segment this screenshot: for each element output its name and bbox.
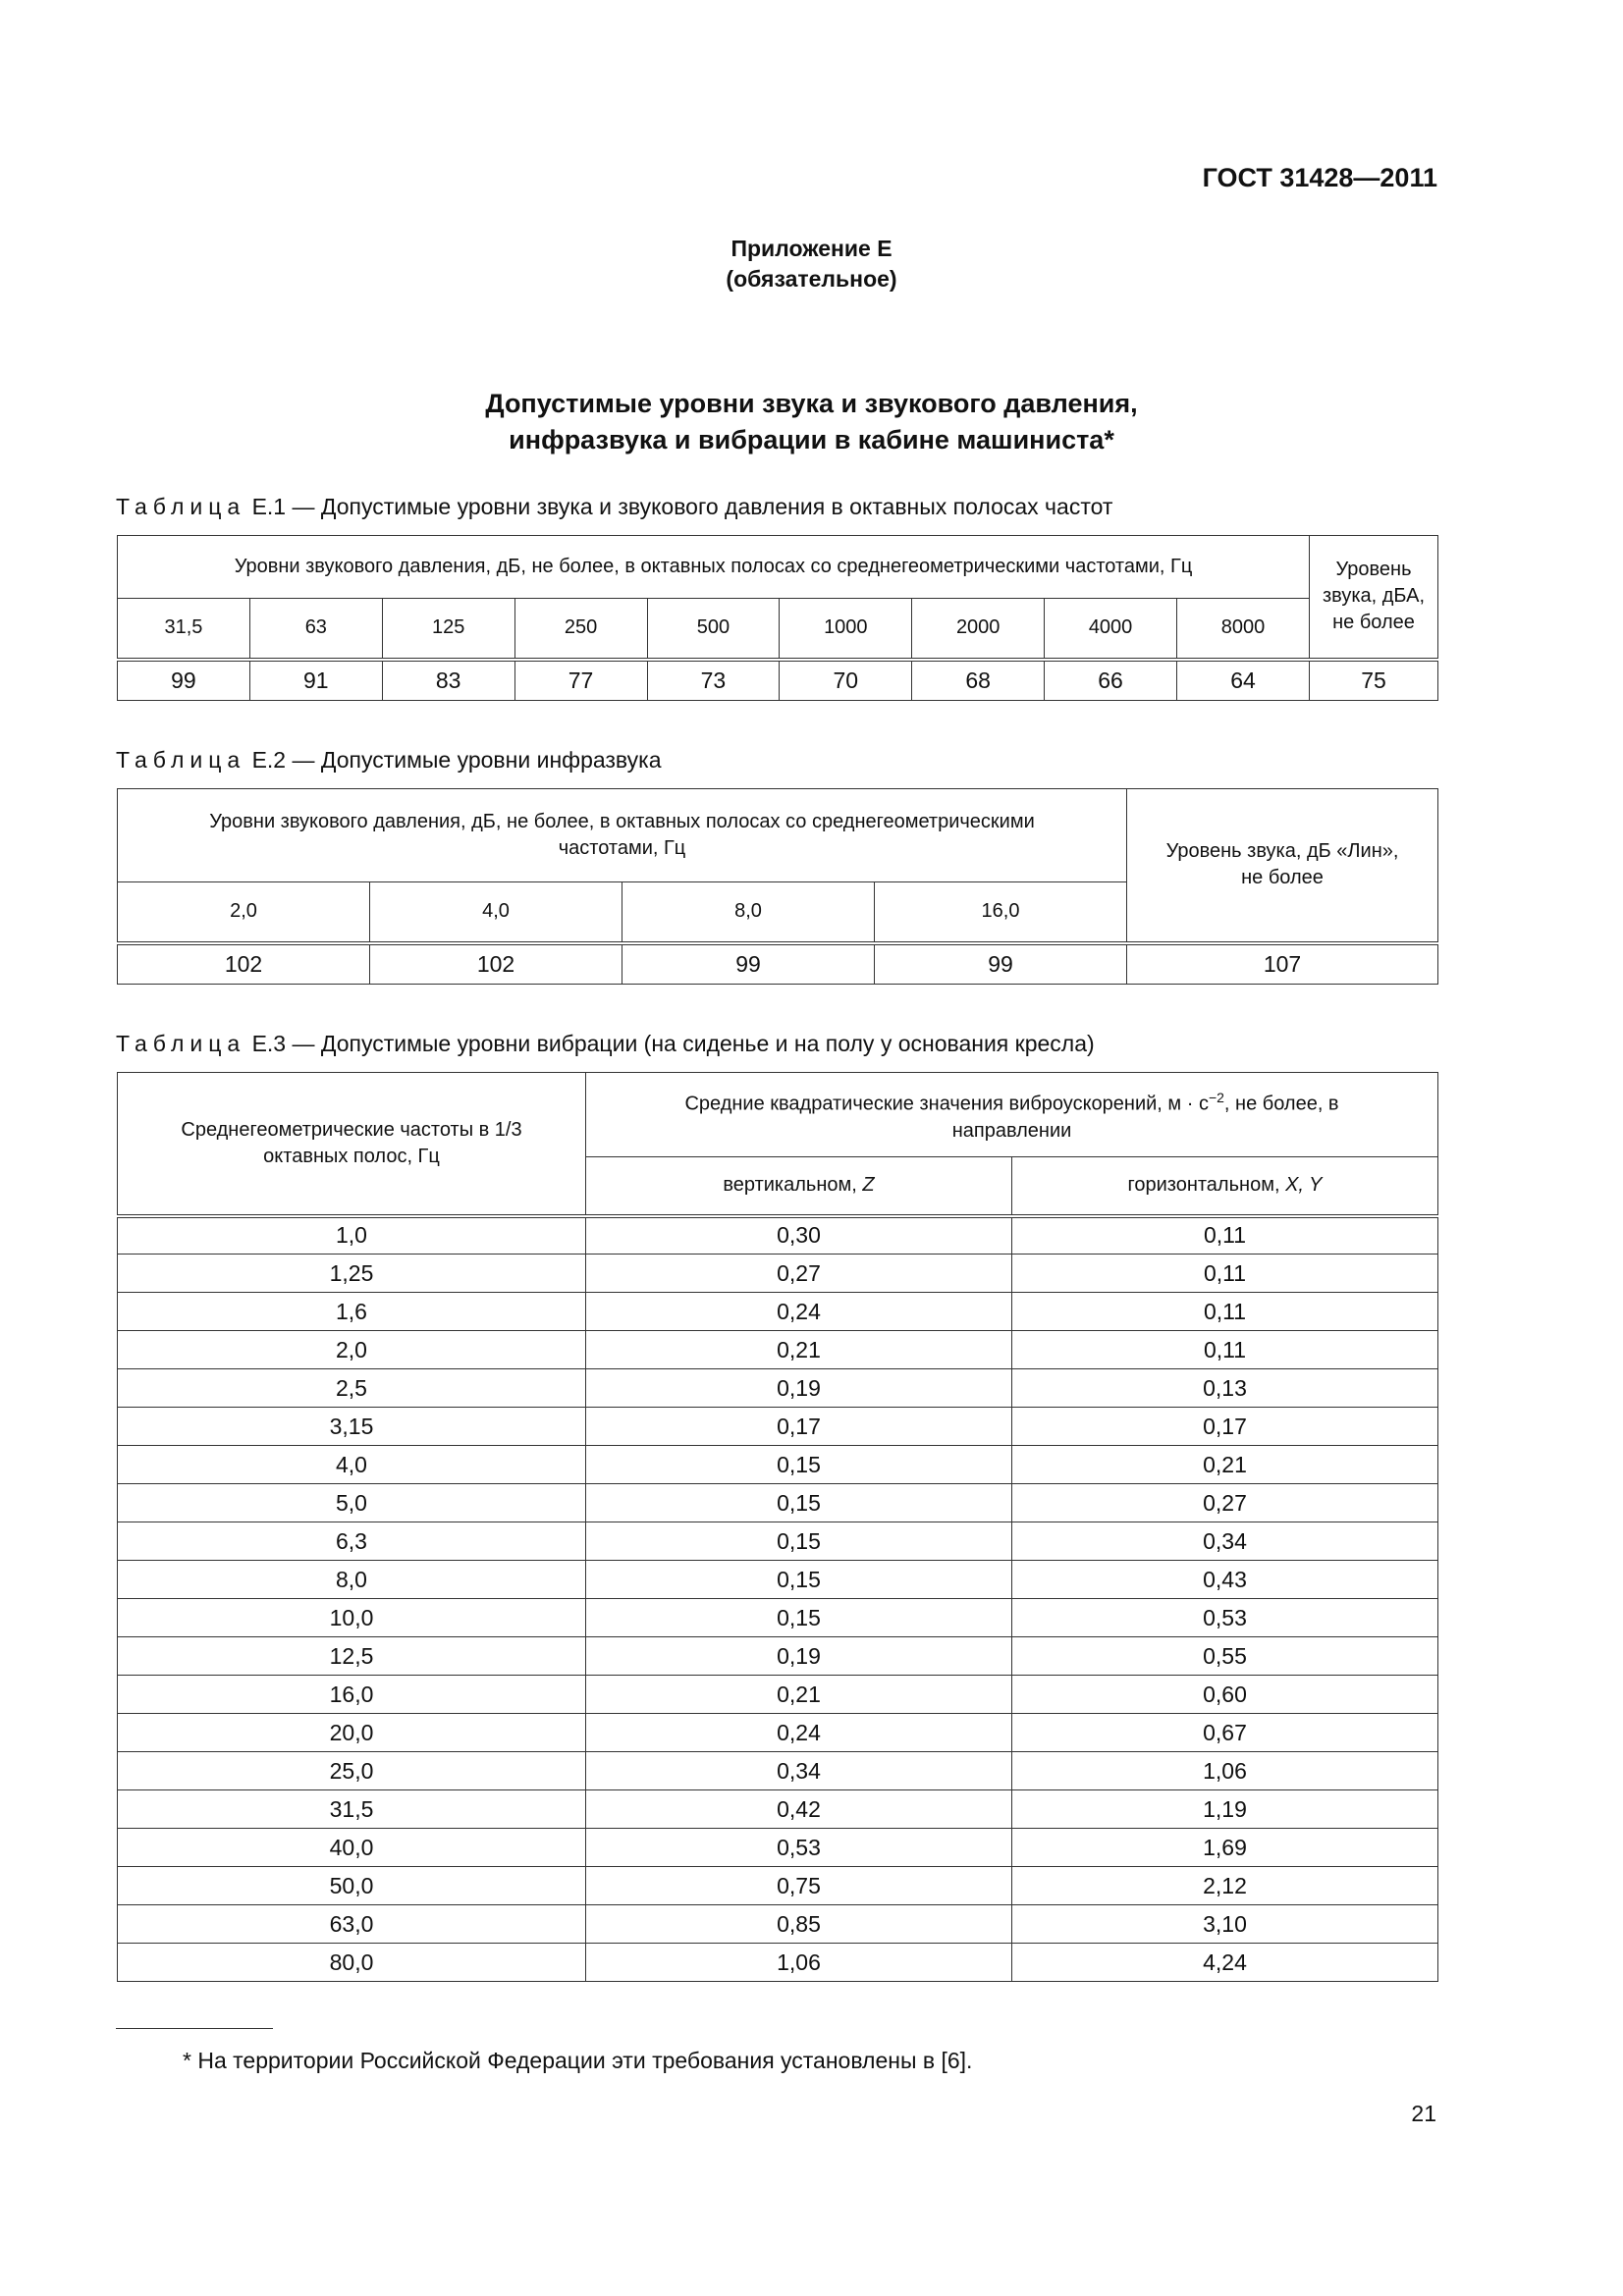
- footnote-separator: [116, 2028, 273, 2029]
- appendix-status: (обязательное): [726, 266, 897, 292]
- table3-frequency-cell: 1,25: [118, 1255, 586, 1293]
- table3-horizontal-cell: 0,34: [1012, 1522, 1438, 1561]
- table3-horizontal-cell: 0,60: [1012, 1676, 1438, 1714]
- table2-value-4: 99: [875, 943, 1127, 985]
- table3-frequency-cell: 20,0: [118, 1714, 586, 1752]
- table1-value-7: 68: [912, 660, 1045, 701]
- table3-frequency-cell: 80,0: [118, 1944, 586, 1982]
- table3-horizontal-cell: 1,19: [1012, 1790, 1438, 1829]
- table-row: [118, 1790, 1438, 1829]
- table3-frequency-header: Среднегеометрические частоты в 1/3 октавных полос, Гц: [118, 1073, 586, 1216]
- table3-caption: [116, 1031, 1095, 1057]
- table3-vertical-cell: 0,42: [586, 1790, 1012, 1829]
- table-row: [118, 1676, 1438, 1714]
- table1-value-1: 99: [118, 660, 250, 701]
- table3-vertical-cell: 0,75: [586, 1867, 1012, 1905]
- table3-group-header-pre: Средние квадратические значения виброускорений, м · с: [684, 1093, 1209, 1115]
- table1-value-10: 75: [1310, 660, 1438, 701]
- table1-value-5: 73: [647, 660, 780, 701]
- table-row: [118, 1714, 1438, 1752]
- table1-frequency-2: 63: [249, 599, 382, 660]
- table1-frequency-7: 2000: [912, 599, 1045, 660]
- table3-vertical-cell: 0,15: [586, 1561, 1012, 1599]
- table3-horizontal-cell: 0,67: [1012, 1714, 1438, 1752]
- table3-vertical-cell: 0,53: [586, 1829, 1012, 1867]
- table-row: [118, 1867, 1438, 1905]
- table3-vertical-cell: 0,34: [586, 1752, 1012, 1790]
- table3-frequency-cell: 12,5: [118, 1637, 586, 1676]
- appendix-title: Приложение Е: [730, 236, 893, 261]
- table3-vertical-cell: 0,24: [586, 1293, 1012, 1331]
- table3-horizontal-cell: 1,06: [1012, 1752, 1438, 1790]
- table1-frequency-9: 8000: [1177, 599, 1310, 660]
- table3-vertical-cell: 0,85: [586, 1905, 1012, 1944]
- appendix-heading: [0, 234, 1623, 294]
- table3-horizontal-cell: 0,11: [1012, 1331, 1438, 1369]
- table1-value-9: 64: [1177, 660, 1310, 701]
- table3-vertical-cell: 0,17: [586, 1408, 1012, 1446]
- table-row: [118, 1522, 1438, 1561]
- table3-vertical-cell: 0,21: [586, 1331, 1012, 1369]
- table2-value-3: 99: [622, 943, 875, 985]
- document-id: ГОСТ 31428—2011: [1202, 163, 1437, 192]
- table3-frequency-cell: 1,6: [118, 1293, 586, 1331]
- table3-vertical-header: [586, 1157, 1012, 1216]
- table1-value-4: 77: [514, 660, 647, 701]
- table-row: [118, 1905, 1438, 1944]
- table3-horizontal-cell: 0,55: [1012, 1637, 1438, 1676]
- table3-frequency-cell: 4,0: [118, 1446, 586, 1484]
- table1-frequency-1: 31,5: [118, 599, 250, 660]
- table-row: [118, 1293, 1438, 1331]
- table1-frequency-8: 4000: [1045, 599, 1177, 660]
- table3-frequency-cell: 3,15: [118, 1408, 586, 1446]
- table1-group-header: Уровни звукового давления, дБ, не более, в октавных полосах со среднегеометрическими частотами, Гц: [118, 536, 1310, 599]
- table3-vertical-cell: 0,15: [586, 1599, 1012, 1637]
- page-number: 21: [1411, 2101, 1436, 2126]
- table2-caption-text: Е.2 — Допустимые уровни инфразвука: [251, 747, 662, 773]
- table3-vertical-axis: Z: [862, 1174, 875, 1197]
- table2-caption-label: Таблица: [116, 747, 246, 773]
- table3-group-header-post: , не более, в направлении: [951, 1093, 1339, 1142]
- table-row: [118, 1484, 1438, 1522]
- table3-frequency-cell: 40,0: [118, 1829, 586, 1867]
- table3-horizontal-cell: 1,69: [1012, 1829, 1438, 1867]
- table3-horizontal-label: горизонтальном,: [1127, 1174, 1280, 1197]
- table3-horizontal-cell: 0,13: [1012, 1369, 1438, 1408]
- table-row: [118, 1369, 1438, 1408]
- table3-horizontal-cell: 3,10: [1012, 1905, 1438, 1944]
- table-row: [118, 1752, 1438, 1790]
- table1-value-8: 66: [1045, 660, 1177, 701]
- table1-value-2: 91: [249, 660, 382, 701]
- table1-frequency-5: 500: [647, 599, 780, 660]
- table3-vertical-cell: 0,24: [586, 1714, 1012, 1752]
- table1-value-6: 70: [780, 660, 912, 701]
- table3-frequency-cell: 6,3: [118, 1522, 586, 1561]
- table-row: [118, 1255, 1438, 1293]
- table-row: [118, 1216, 1438, 1255]
- table1-side-header: Уровень звука, дБА, не более: [1310, 536, 1438, 660]
- table2-caption: [116, 747, 662, 774]
- footnote: * На территории Российской Федерации эти требования установлены в [6].: [183, 2048, 973, 2073]
- table2-frequency-4: 16,0: [875, 882, 1127, 943]
- table2-frequency-2: 4,0: [370, 882, 622, 943]
- table2-value-5: 107: [1127, 943, 1438, 985]
- table-row: [118, 1446, 1438, 1484]
- table1-caption: [116, 494, 1112, 520]
- table3-horizontal-cell: 4,24: [1012, 1944, 1438, 1982]
- table3-vertical-label: вертикальном,: [723, 1174, 857, 1197]
- table3-caption-text: Е.3 — Допустимые уровни вибрации (на сиденье и на полу у основания кресла): [251, 1031, 1095, 1056]
- table2-side-header: Уровень звука, дБ «Лин», не более: [1127, 789, 1438, 943]
- table3-frequency-cell: 63,0: [118, 1905, 586, 1944]
- table1-caption-text: Е.1 — Допустимые уровни звука и звукового давления в октавных полосах частот: [251, 494, 1113, 519]
- table3-vertical-cell: 1,06: [586, 1944, 1012, 1982]
- table3-horizontal-cell: 0,53: [1012, 1599, 1438, 1637]
- table-row: [118, 1331, 1438, 1369]
- table3-horizontal-cell: 0,11: [1012, 1255, 1438, 1293]
- table3: [117, 1072, 1438, 1982]
- table-row: [118, 1408, 1438, 1446]
- table2-frequency-3: 8,0: [622, 882, 875, 943]
- table2-value-1: 102: [118, 943, 370, 985]
- table1-caption-label: Таблица: [116, 494, 246, 519]
- table3-horizontal-header: [1012, 1157, 1438, 1216]
- table3-vertical-cell: 0,15: [586, 1522, 1012, 1561]
- table1-frequency-4: 250: [514, 599, 647, 660]
- table3-vertical-cell: 0,30: [586, 1216, 1012, 1255]
- table3-horizontal-cell: 0,27: [1012, 1484, 1438, 1522]
- table1-frequency-6: 1000: [780, 599, 912, 660]
- table1-frequency-3: 125: [382, 599, 514, 660]
- table-row: [118, 1637, 1438, 1676]
- table-row: [118, 1599, 1438, 1637]
- table3-frequency-cell: 31,5: [118, 1790, 586, 1829]
- table3-horizontal-cell: 0,11: [1012, 1216, 1438, 1255]
- section-title: [0, 386, 1623, 458]
- table3-group-header: [586, 1073, 1438, 1157]
- table3-horizontal-cell: 2,12: [1012, 1867, 1438, 1905]
- table3-frequency-cell: 50,0: [118, 1867, 586, 1905]
- table3-frequency-cell: 16,0: [118, 1676, 586, 1714]
- table3-horizontal-cell: 0,21: [1012, 1446, 1438, 1484]
- table3-frequency-cell: 1,0: [118, 1216, 586, 1255]
- table3-horizontal-cell: 0,17: [1012, 1408, 1438, 1446]
- table3-horizontal-cell: 0,43: [1012, 1561, 1438, 1599]
- table-row: [118, 1829, 1438, 1867]
- table3-frequency-cell: 8,0: [118, 1561, 586, 1599]
- table3-frequency-cell: 10,0: [118, 1599, 586, 1637]
- table2: [117, 788, 1438, 985]
- section-title-line-1: Допустимые уровни звука и звукового давления,: [485, 389, 1138, 418]
- table3-frequency-cell: 2,5: [118, 1369, 586, 1408]
- table3-vertical-cell: 0,19: [586, 1637, 1012, 1676]
- table1: [117, 535, 1438, 701]
- table-row: [118, 1561, 1438, 1599]
- section-title-line-2: инфразвука и вибрации в кабине машиниста*: [509, 425, 1114, 454]
- table3-frequency-cell: 2,0: [118, 1331, 586, 1369]
- table3-vertical-cell: 0,19: [586, 1369, 1012, 1408]
- table3-horizontal-cell: 0,11: [1012, 1293, 1438, 1331]
- table3-caption-label: Таблица: [116, 1031, 246, 1056]
- table1-value-3: 83: [382, 660, 514, 701]
- table3-vertical-cell: 0,15: [586, 1446, 1012, 1484]
- table3-vertical-cell: 0,27: [586, 1255, 1012, 1293]
- table3-vertical-cell: 0,15: [586, 1484, 1012, 1522]
- table2-frequency-1: 2,0: [118, 882, 370, 943]
- table3-vertical-cell: 0,21: [586, 1676, 1012, 1714]
- table2-group-header: Уровни звукового давления, дБ, не более, в октавных полосах со среднегеометрическими частотами, Гц: [118, 789, 1127, 882]
- table3-frequency-cell: 25,0: [118, 1752, 586, 1790]
- table3-frequency-cell: 5,0: [118, 1484, 586, 1522]
- table2-value-2: 102: [370, 943, 622, 985]
- table3-group-header-exponent: −2: [1208, 1090, 1224, 1106]
- table3-horizontal-axis: X, Y: [1285, 1174, 1323, 1197]
- table-row: [118, 1944, 1438, 1982]
